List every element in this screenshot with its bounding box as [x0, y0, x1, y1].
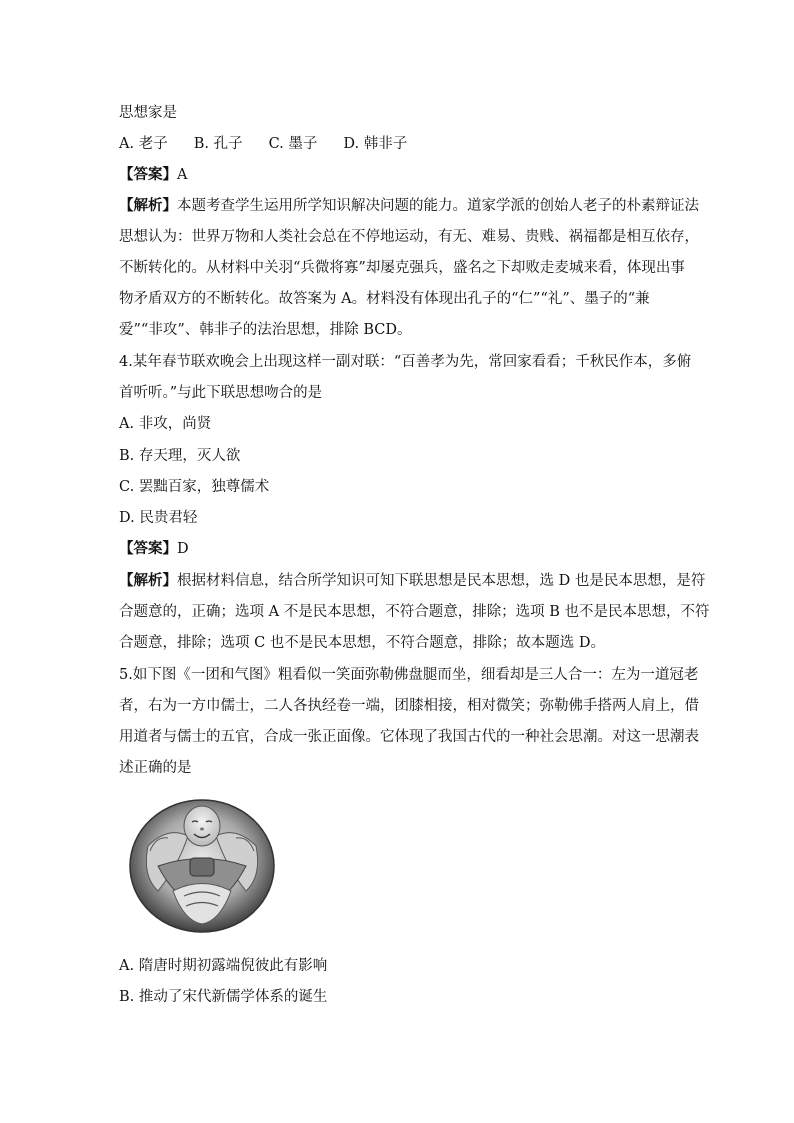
answer-value: D: [177, 541, 189, 557]
q3-analysis-line: 【解析】本题考查学生运用所学知识解决问题的能力。道家学派的创始人老子的朴素辩证法: [119, 197, 699, 214]
answer-value: A: [177, 167, 188, 183]
q3-option-b: B. 孔子: [193, 136, 243, 152]
q5-option-a: A. 隋唐时期初露端倪彼此有影响: [119, 958, 328, 974]
q3-options: [119, 134, 679, 154]
q3-stem-end: 思想家是: [119, 105, 177, 121]
q4-analysis-line: 合题意，排除；选项 C 也不是民本思想，不符合题意，排除；故本题选 D。: [119, 635, 606, 651]
q3-option-d: D. 韩非子: [343, 136, 408, 152]
q4-option-d: D. 民贵君轻: [119, 510, 198, 526]
q4-analysis-line: 【解析】根据材料信息，结合所学知识可知下联思想是民本思想，选 D 也是民本思想，是符: [119, 572, 706, 589]
q4-option-a: A. 非攻，尚贤: [119, 416, 212, 432]
q4-option-c: C. 罢黜百家，独尊儒术: [119, 479, 270, 495]
q5-option-b: B. 推动了宋代新儒学体系的诞生: [119, 989, 328, 1005]
q5-stem-line: 5.如下图《一团和气图》粗看似一笑面弥勒佛盘腿而坐，细看却是三人合一：左为一道冠老: [119, 667, 699, 683]
answer-label: 【答案】: [119, 166, 177, 183]
q3-option-c: C. 墨子: [268, 136, 318, 152]
q3-analysis-line: 爱”“非攻”、韩非子的法治思想，排除 BCD。: [119, 322, 412, 338]
q5-stem-line: 者，右为一方巾儒士，二人各执经卷一端，团膝相接，相对微笑；弥勒佛手搭两人肩上，借: [119, 698, 699, 714]
q5-stem-line: 述正确的是: [119, 760, 192, 776]
q4-stem-line: 4.某年春节联欢晚会上出现这样一副对联：“百善孝为先，常回家看看；千秋民作本，多俯: [119, 354, 692, 370]
harmony-painting-image: [128, 796, 276, 934]
q3-analysis-line: 不断转化的。从材料中关羽“兵微将寡”却屡克强兵，盛名之下却败走麦城来看，体现出事: [119, 260, 685, 276]
analysis-label: 【解析】: [119, 572, 177, 589]
q4-analysis-line: 合题意的，正确；选项 A 不是民本思想，不符合题意，排除；选项 B 也不是民本思想，不符: [119, 604, 710, 620]
q3-option-a: A. 老子: [119, 136, 168, 152]
q4-answer: [119, 539, 679, 559]
analysis-label: 【解析】: [119, 197, 177, 214]
q3-analysis-line: 思想认为：世界万物和人类社会总在不停地运动，有无、难易、贵贱、祸福都是相互依存，: [119, 229, 699, 245]
q3-answer: [119, 165, 679, 185]
q4-stem-line: 首听听。”与此下联思想吻合的是: [119, 385, 323, 401]
q4-option-b: B. 存天理，灭人欲: [119, 448, 241, 464]
q3-analysis-line: 物矛盾双方的不断转化。故答案为 A。材料没有体现出孔子的“仁”“礼”、墨子的“兼: [119, 291, 650, 307]
answer-label: 【答案】: [119, 540, 177, 557]
q5-stem-line: 用道者与儒士的五官，合成一张正面像。它体现了我国古代的一种社会思潮。对这一思潮表: [119, 729, 699, 745]
